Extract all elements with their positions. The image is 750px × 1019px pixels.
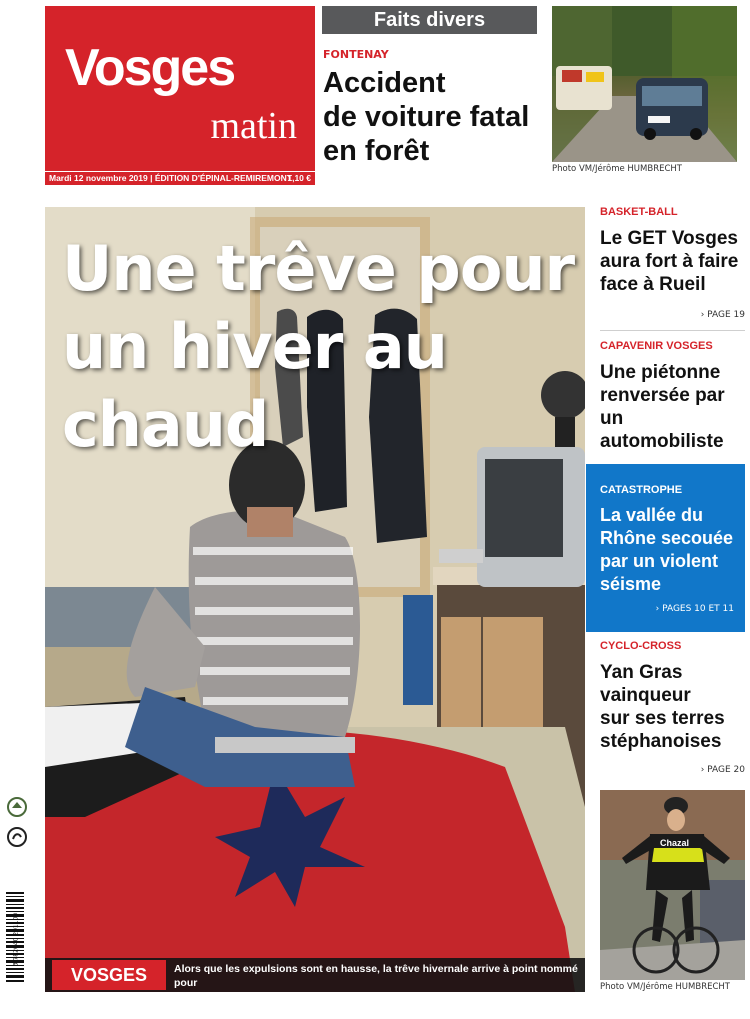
accident-scene-illustration [552, 6, 737, 162]
recycle-logo-icon [6, 796, 28, 818]
dateline [45, 172, 315, 185]
top-headline-line: de voiture fatal [323, 101, 530, 133]
cyclocross-photo-credit: Photo VM/Jérôme HUMBRECHT [600, 982, 730, 992]
cyclist-illustration [600, 790, 745, 980]
region-tag: VOSGES [52, 960, 166, 990]
headline-line: sur ses terres [600, 708, 725, 729]
barcode-number: 3 782040 201100 [12, 912, 20, 967]
sidebar-kicker: CATASTROPHE [600, 484, 683, 496]
sidebar-story-capavenir[interactable] [600, 340, 745, 477]
sidebar-page-ref[interactable]: › PAGE 20 [700, 765, 745, 775]
top-photo-credit: Photo VM/Jérôme HUMBRECHT [552, 164, 682, 174]
headline-line: par un violent [600, 551, 719, 571]
masthead-subtitle: matin [210, 105, 297, 147]
issue-price: 1,10 € [287, 173, 311, 183]
headline-line: Le GET Vosges [600, 228, 738, 249]
top-story-photo[interactable] [552, 6, 737, 162]
sidebar-headline [600, 661, 745, 753]
caption-pages[interactable]: › PAGES 2 ET 3 [174, 991, 577, 1018]
sort-logo-icon [6, 826, 28, 848]
headline-line: un automobiliste [600, 408, 724, 452]
headline-line: Yan Gras [600, 662, 683, 683]
barcode [4, 888, 26, 992]
sidebar-story-basket[interactable] [600, 206, 745, 320]
sidebar-kicker: CYCLO-CROSS [600, 640, 682, 652]
top-headline-line: en forêt [323, 135, 430, 167]
sidebar-headline [600, 504, 740, 596]
headline-line: face à Rueil [600, 274, 706, 295]
sidebar-story-catastrophe[interactable] [586, 464, 745, 632]
masthead-title: Vosges [65, 39, 235, 97]
headline-line: séisme [600, 574, 662, 594]
headline-line: Une piétonne [600, 362, 721, 383]
sidebar-headline [600, 361, 745, 453]
top-story-kicker: FONTENAY [323, 48, 389, 61]
edition-date: Mardi 12 novembre 2019 | ÉDITION D'ÉPINAL-REMIREMONT [49, 173, 292, 183]
sidebar-story-cyclocross[interactable] [600, 640, 745, 775]
headline-line: aura fort à faire [600, 251, 739, 272]
cyclocross-photo[interactable] [600, 790, 745, 980]
masthead-logo[interactable] [45, 6, 315, 171]
headline-line: La vallée du [600, 505, 704, 525]
sidebar-headline [600, 227, 745, 296]
caption-credit: Photo d'illustration VM/Eric THIÉBAUT [359, 992, 523, 1003]
main-headline-line: Une trêve pour [62, 232, 575, 305]
section-label: Faits divers [322, 6, 537, 34]
top-story-headline[interactable] [323, 66, 548, 168]
main-headline[interactable] [62, 230, 582, 464]
sidebar-page-ref[interactable]: › PAGE 19 [700, 310, 745, 320]
caption-line: Alors que les expulsions sont en hausse, la trêve hivernale arrive à point nommé pour [174, 963, 578, 989]
top-headline-line: Accident [323, 67, 446, 99]
jersey-text: Chazal [660, 838, 690, 848]
headline-line: Rhône secouée [600, 528, 734, 548]
divider [600, 330, 745, 331]
sidebar-kicker: BASKET-BALL [600, 206, 678, 218]
caption-line: de nombreux locataires dits fragiles. [174, 991, 357, 1003]
main-headline-line: un hiver au chaud [62, 310, 447, 461]
headline-line: stéphanoises [600, 731, 722, 752]
sidebar-kicker: CAPAVENIR VOSGES [600, 340, 713, 352]
sidebar-page-ref[interactable]: › PAGES 10 ET 11 [655, 604, 734, 614]
headline-line: renversée par [600, 385, 725, 406]
main-caption [174, 962, 582, 1019]
headline-line: vainqueur [600, 685, 691, 706]
